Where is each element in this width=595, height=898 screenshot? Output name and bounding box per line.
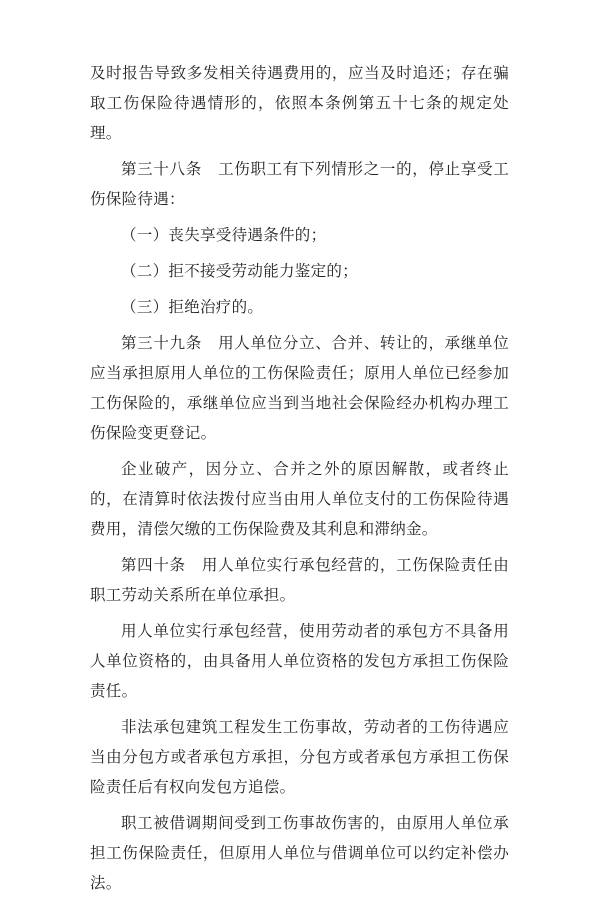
paragraph-article-40: 第四十条 用人单位实行承包经营的，工伤保险责任由职工劳动关系所在单位承担。 — [90, 556, 509, 604]
list-item-2: （二）拒不接受劳动能力鉴定的； — [121, 262, 359, 280]
paragraph-contracting: 用人单位实行承包经营，使用劳动者的承包方不具备用人单位资格的，由具备用人单位资格的发包方承担工伤保险责任。 — [90, 622, 509, 700]
paragraph-article-39: 第三十九条 用人单位分立、合并、转让的，承继单位应当承担原用人单位的工伤保险责任；原用人单位已经参加工伤保险的，承继单位应当到当地社会保险经办机构办理工伤保险变更登记。 — [90, 334, 509, 442]
paragraph-illegal-contracting: 非法承包建筑工程发生工伤事故，劳动者的工伤待遇应当由分包方或者承包方承担，分包方或者承包方承担工伤保险责任后有权向发包方追偿。 — [90, 718, 509, 796]
list-item-1: （一）丧失享受待遇条件的； — [121, 226, 327, 244]
list-item-3: （三）拒绝治疗的。 — [121, 298, 264, 316]
paragraph-secondment: 职工被借调期间受到工伤事故伤害的，由原用人单位承担工伤保险责任，但原用人单位与借调单位可以约定补偿办法。 — [90, 814, 509, 892]
paragraph-bankruptcy: 企业破产，因分立、合并之外的原因解散，或者终止的，在清算时依法拨付应当由用人单位支付的工伤保险待遇费用，清偿欠缴的工伤保险费及其利息和滞纳金。 — [90, 460, 509, 538]
paragraph-article-38: 第三十八条 工伤职工有下列情形之一的，停止享受工伤保险待遇： — [90, 160, 509, 208]
paragraph-continuation: 及时报告导致多发相关待遇费用的，应当及时追还；存在骗取工伤保险待遇情形的，依照本条例第五十七条的规定处理。 — [90, 64, 509, 142]
